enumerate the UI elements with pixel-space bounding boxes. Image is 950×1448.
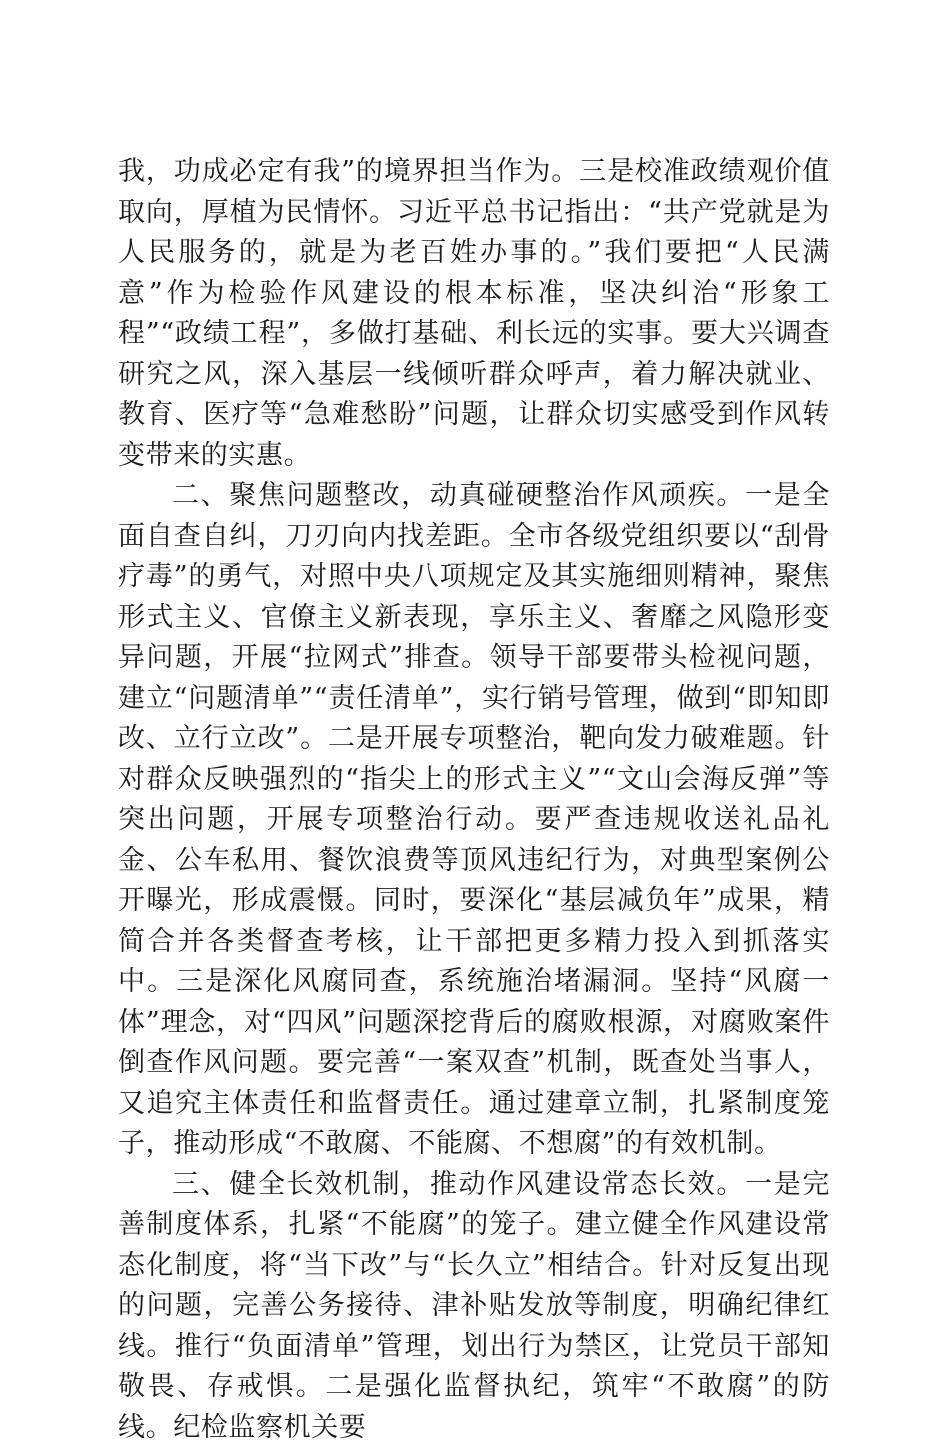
document-body (118, 152, 830, 1448)
paragraph-continuation: 我，功成必定有我”的境界担当作为。三是校准政绩观价值取向，厚植为民情怀。习近平总书记指出：“共产党就是为人民服务的，就是为老百姓办事的。”我们要把“人民满意”作为检验作风建设的根本标准，坚决纠治“形象工程”“政绩工程”，多做打基础、利长远的实事。要大兴调查研究之风，深入基层一线倾听群众呼声，着力解决就业、教育、医疗等“急难愁盼”问题，让群众切实感受到作风转变带来的实惠。 (118, 152, 830, 476)
paragraph-section-three: 三、健全长效机制，推动作风建设常态长效。一是完善制度体系，扎紧“不能腐”的笼子。建立健全作风建设常态化制度，将“当下改”与“长久立”相结合。针对反复出现的问题，完善公务接待、津补贴发放等制度，明确纪律红线。推行“负面清单”管理，划出行为禁区，让党员干部知敬畏、存戒惧。二是强化监督执纪，筑牢“不敢腐”的防线。纪检监察机关要 (118, 1165, 830, 1448)
paragraph-section-two: 二、聚焦问题整改，动真碰硬整治作风顽疾。一是全面自查自纠，刀刃向内找差距。全市各级党组织要以“刮骨疗毒”的勇气，对照中央八项规定及其实施细则精神，聚焦形式主义、官僚主义新表现，享乐主义、奢靡之风隐形变异问题，开展“拉网式”排查。领导干部要带头检视问题，建立“问题清单”“责任清单”，实行销号管理，做到“即知即改、立行立改”。二是开展专项整治，靶向发力破难题。针对群众反映强烈的“指尖上的形式主义”“文山会海反弹”等突出问题，开展专项整治行动。要严查违规收送礼品礼金、公车私用、餐饮浪费等顶风违纪行为，对典型案例公开曝光，形成震慑。同时，要深化“基层减负年”成果，精简合并各类督查考核，让干部把更多精力投入到抓落实中。三是深化风腐同查，系统施治堵漏洞。坚持“风腐一体”理念，对“四风”问题深挖背后的腐败根源，对腐败案件倒查作风问题。要完善“一案双查”机制，既查处当事人，又追究主体责任和监督责任。通过建章立制，扎紧制度笼子，推动形成“不敢腐、不能腐、不想腐”的有效机制。 (118, 476, 830, 1165)
